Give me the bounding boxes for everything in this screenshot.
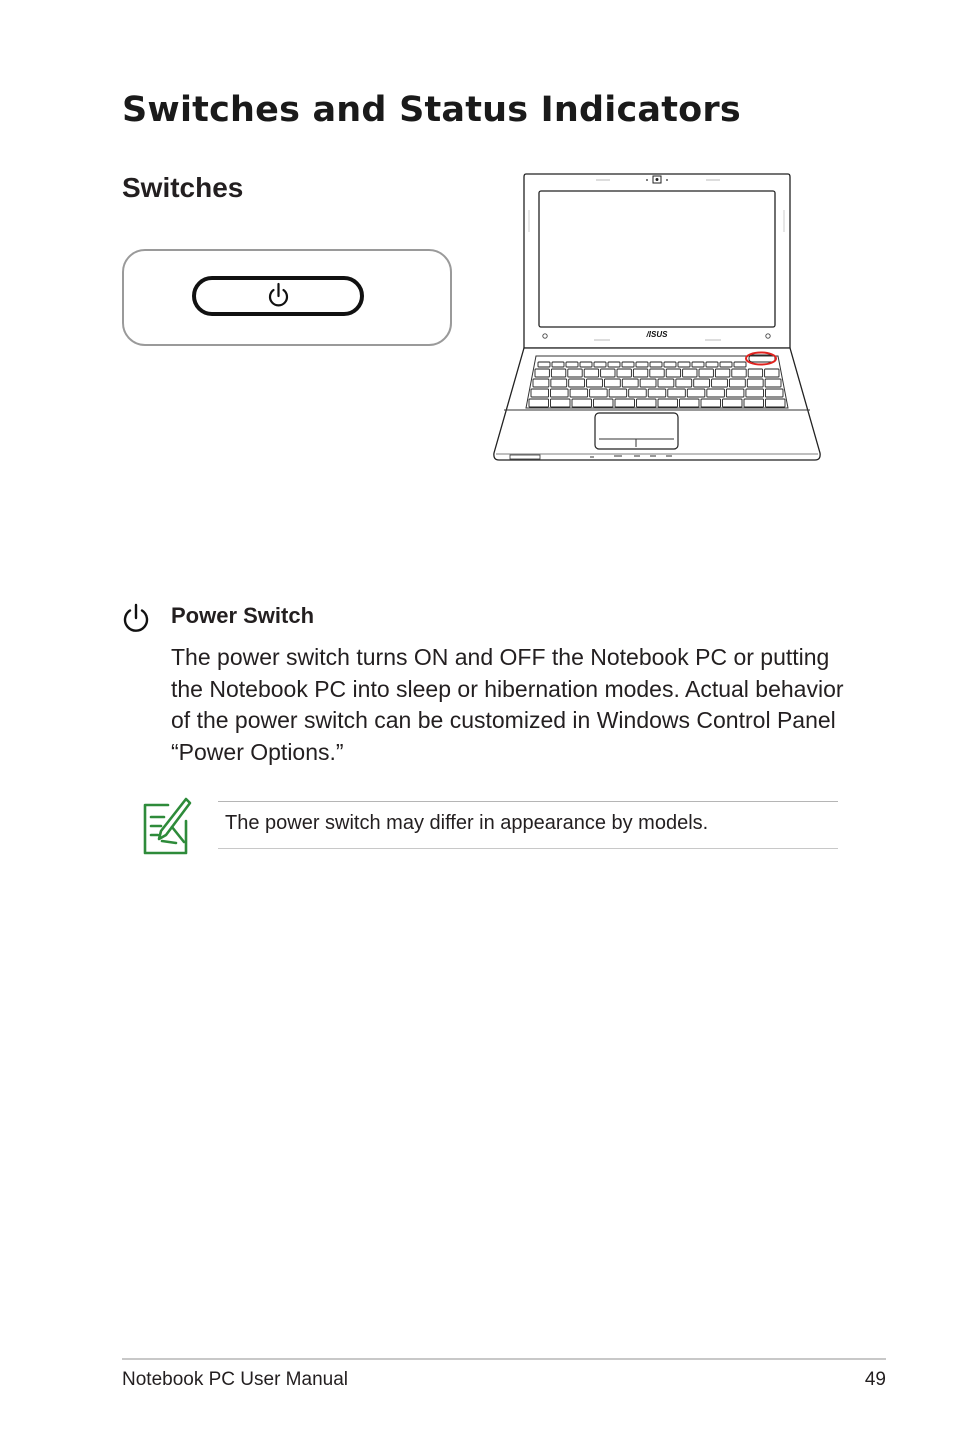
keyboard-key <box>706 362 718 367</box>
keyboard-key <box>680 399 700 407</box>
keyboard-key <box>729 379 745 387</box>
keyboard-key <box>668 389 686 397</box>
keyboard-key <box>723 399 743 407</box>
keyboard-key <box>734 362 746 367</box>
keyboard-key <box>664 362 676 367</box>
keyboard-key <box>720 362 732 367</box>
keyboard-key <box>765 379 781 387</box>
keyboard-key <box>531 389 549 397</box>
keyboard-key <box>658 399 678 407</box>
keyboard-key <box>594 362 606 367</box>
keyboard-key <box>746 389 764 397</box>
keyboard-key <box>699 369 713 377</box>
keyboard-key <box>535 369 549 377</box>
keyboard-key <box>650 369 664 377</box>
keyboard-key <box>766 399 786 407</box>
keyboard-key <box>694 379 710 387</box>
page-title: Switches and Status Indicators <box>122 90 741 130</box>
keyboard-key <box>584 369 598 377</box>
keyboard-key <box>551 379 567 387</box>
keyboard-key <box>658 379 674 387</box>
keyboard-key <box>552 362 564 367</box>
keyboard-key <box>648 389 666 397</box>
keyboard-key <box>622 379 638 387</box>
keyboard-key <box>622 362 634 367</box>
keyboard-key <box>580 362 592 367</box>
keyboard-key <box>617 369 631 377</box>
keyboard-key <box>566 362 578 367</box>
keyboard-key <box>551 399 571 407</box>
keyboard-key <box>676 379 692 387</box>
power-switch-description: The power switch turns ON and OFF the Notebook PC or putting the Notebook PC into sleep or hibernation modes. Actual behavior of the power switch can be customized in Windows Control Panel “Power Options.” <box>171 644 844 765</box>
keyboard-key <box>569 379 585 387</box>
keyboard-key <box>529 399 549 407</box>
keyboard-key <box>608 362 620 367</box>
note-box <box>218 801 838 849</box>
keyboard-key <box>640 379 656 387</box>
page-number: 49 <box>864 1369 886 1390</box>
laptop-illustration <box>490 170 830 470</box>
keyboard-key <box>712 379 728 387</box>
keyboard-key <box>590 389 608 397</box>
keyboard-key <box>538 362 550 367</box>
power-switch-title: Power Switch <box>171 603 315 628</box>
keyboard-key <box>765 389 783 397</box>
keyboard-key <box>748 369 762 377</box>
keyboard-key <box>687 389 705 397</box>
keyboard-key <box>601 369 615 377</box>
keyboard-key <box>551 369 565 377</box>
power-icon <box>120 602 152 634</box>
keyboard-key <box>570 389 588 397</box>
keyboard-key <box>568 369 582 377</box>
keyboard-key <box>744 399 764 407</box>
keyboard-key <box>683 369 697 377</box>
keyboard-key <box>726 389 744 397</box>
keyboard-key <box>533 379 549 387</box>
laptop-logo: /ISUS <box>646 330 668 339</box>
keyboard-key <box>604 379 620 387</box>
keyboard-key <box>765 369 779 377</box>
keyboard-key <box>715 369 729 377</box>
keyboard-key <box>678 362 690 367</box>
keyboard-key <box>587 379 603 387</box>
keyboard-key <box>551 389 569 397</box>
footer-manual-title: Notebook PC User Manual <box>122 1369 348 1390</box>
keyboard-key <box>633 369 647 377</box>
note-pencil-icon <box>140 795 192 857</box>
keyboard-key <box>666 369 680 377</box>
keyboard-key <box>636 362 648 367</box>
keyboard-key <box>747 379 763 387</box>
keyboard-key <box>615 399 635 407</box>
keyboard-key <box>650 362 662 367</box>
keyboard-key <box>572 399 592 407</box>
keyboard-key <box>692 362 704 367</box>
keyboard-key <box>609 389 627 397</box>
footer-divider <box>122 1358 886 1360</box>
keyboard-key <box>707 389 725 397</box>
section-heading: Switches <box>122 172 244 203</box>
note-text: The power switch may differ in appearance by models. <box>225 812 709 834</box>
keyboard-key <box>629 389 647 397</box>
keyboard-key <box>732 369 746 377</box>
keyboard-key <box>594 399 614 407</box>
keyboard-key <box>637 399 657 407</box>
power-switch-illustration <box>120 246 456 350</box>
keyboard-key <box>701 399 721 407</box>
